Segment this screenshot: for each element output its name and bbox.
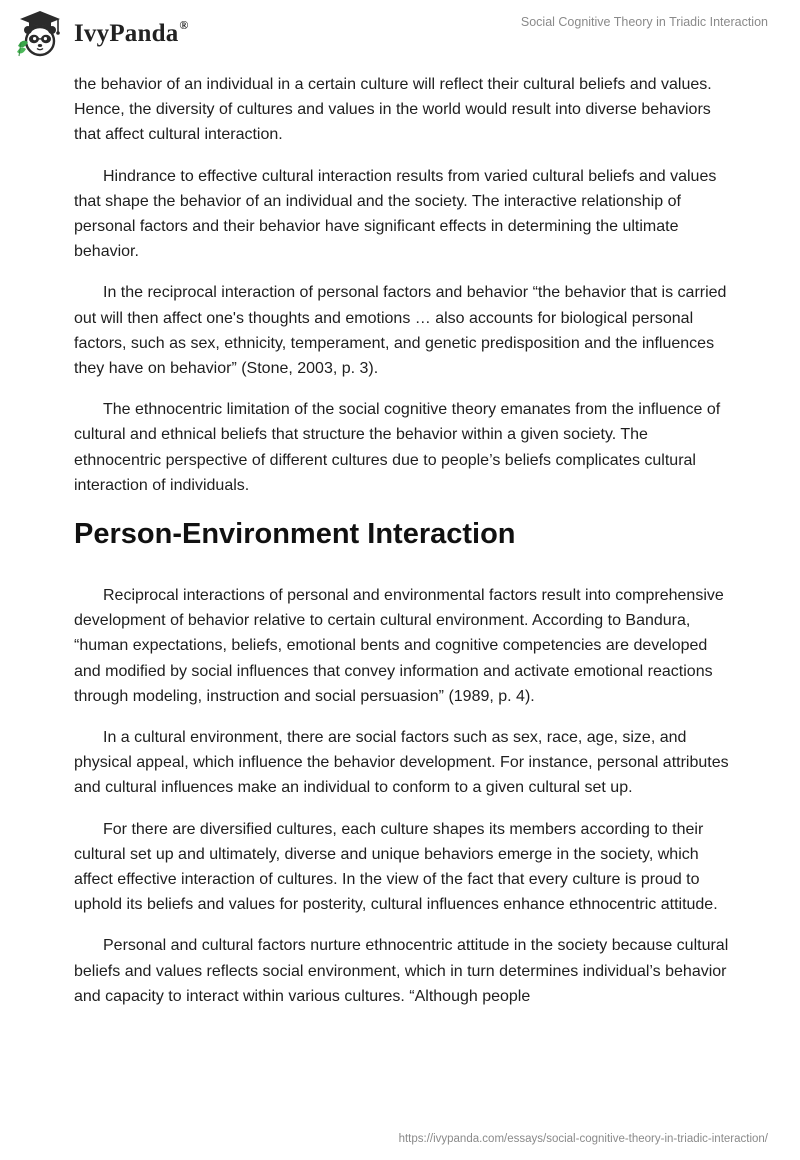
panda-graduate-icon [14, 8, 66, 58]
paragraph: Hindrance to effective cultural interaction results from varied cultural beliefs and values that shape the behavior of an individual and the society. The interactive relationship of personal factors and their behavior have significant effects in determining the ultimate behavior. [74, 167, 717, 261]
paragraph: In a cultural environment, there are social factors such as sex, race, age, size, and physical appeal, which influence the behavior development. For instance, personal attributes and cultural influences make an individual to conform to a given cultural set up. [74, 729, 729, 797]
paragraph: Reciprocal interactions of personal and environmental factors result into comprehensive development of behavior relative to certain cultural environment. According to Bandura, “human expectations, beliefs, emotional bents and cognitive competencies are developed and modified by social influences that convey information and activate emotional reactions through modeling, instruction and social persuasion” (1989, p. 4). [74, 587, 724, 705]
registered-mark: ® [179, 18, 189, 32]
document-title: Social Cognitive Theory in Triadic Interaction [520, 15, 768, 29]
ivypanda-logo[interactable] [14, 8, 189, 58]
page-header [0, 0, 800, 70]
paragraph: In the reciprocal interaction of personal factors and behavior “the behavior that is carried out will then affect one's thoughts and emotions … also accounts for biological personal factors, such as sex, ethnicity, temperament, and genetic predisposition and the influences they have on behavior” (Stone, 2003, p. 3). [74, 284, 727, 378]
article-body [74, 72, 734, 1025]
paragraph: The ethnocentric limitation of the social cognitive theory emanates from the influence of cultural and ethnical beliefs that structure the behavior within a given society. The ethnocentric perspective of different cultures due to people’s beliefs complicates cultural interaction of individuals. [74, 401, 721, 494]
brand-name: IvyPanda® [74, 18, 189, 47]
paragraph-continued: the behavior of an individual in a certain culture will reflect their cultural beliefs and values. Hence, the diversity of cultures and values in the world would result into diverse behaviors that affect cultural interaction. [74, 76, 712, 144]
source-url[interactable]: https://ivypanda.com/essays/social-cognitive-theory-in-triadic-interaction/ [398, 1133, 768, 1145]
paragraph: Personal and cultural factors nurture ethnocentric attitude in the society because cultural beliefs and values reflects social environment, which in turn determines individual’s behavior and capacity to interact within various cultures. “Although people [74, 937, 729, 1005]
paragraph: For there are diversified cultures, each culture shapes its members according to their cultural set up and ultimately, diverse and unique behaviors emerge in the society, which affect effective interaction of cultures. In the view of the fact that every culture is proud to uphold its beliefs and values for posterity, cultural influences enhance ethnocentric attitude. [74, 820, 718, 914]
section-heading: Person-Environment Interaction [74, 518, 516, 551]
